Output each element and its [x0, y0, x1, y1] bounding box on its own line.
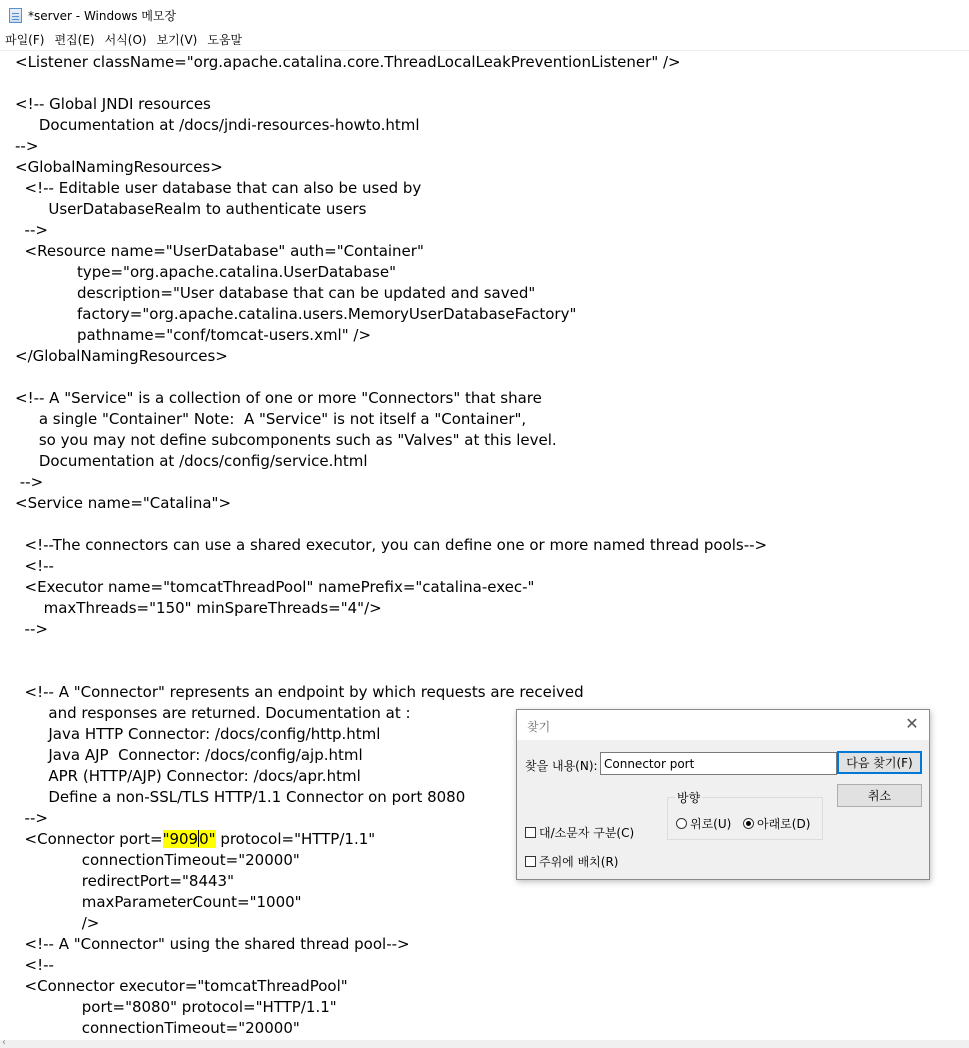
find-dialog-titlebar [517, 710, 929, 740]
menu-edit[interactable]: 편집(E) [54, 33, 95, 47]
code-line: <!-- Global JNDI resources [15, 95, 211, 113]
code-line: <Executor name="tomcatThreadPool" namePrefix="catalina-exec-" [15, 578, 535, 596]
find-dialog [516, 709, 930, 880]
code-line: Documentation at /docs/jndi-resources-howto.html [15, 116, 420, 134]
code-line: --> [15, 473, 44, 491]
code-line: <!-- Editable user database that can also be used by [15, 179, 422, 197]
direction-up-label: 위로(U) [690, 817, 732, 831]
code-line: APR (HTTP/AJP) Connector: /docs/apr.html [15, 767, 361, 785]
code-line: Define a non-SSL/TLS HTTP/1.1 Connector on port 8080 [15, 788, 466, 806]
menu-bar [0, 30, 969, 49]
menu-format[interactable]: 서식(O) [104, 33, 147, 47]
code-text: protocol="HTTP/1.1" [215, 830, 376, 848]
notepad-icon [9, 8, 22, 23]
code-text: <Connector port= [15, 830, 163, 848]
code-line: connectionTimeout="20000" [15, 1019, 300, 1037]
code-line: <!-- A "Service" is a collection of one or more "Connectors" that share [15, 389, 542, 407]
radio-off-icon [676, 818, 687, 829]
code-line: --> [15, 137, 39, 155]
find-dialog-title: 찾기 [527, 720, 551, 734]
code-line: <GlobalNamingResources> [15, 158, 223, 176]
code-line: redirectPort="8443" [15, 872, 234, 890]
code-line: pathname="conf/tomcat-users.xml" /> [15, 326, 372, 344]
direction-label: 방향 [677, 791, 701, 805]
checkbox-icon [525, 827, 536, 838]
menu-help[interactable]: 도움말 [207, 33, 243, 47]
code-line: description="User database that can be updated and saved" [15, 284, 536, 302]
code-line: <!-- A "Connector" represents an endpoint by which requests are received [15, 683, 584, 701]
find-what-label: 찾을 내용(N): [525, 759, 598, 773]
code-line: Java HTTP Connector: /docs/config/http.html [15, 725, 381, 743]
window-title: *server - Windows 메모장 [28, 8, 177, 23]
code-line-connector [15, 829, 375, 850]
code-line: Java AJP Connector: /docs/config/ajp.html [15, 746, 363, 764]
code-line: UserDatabaseRealm to authenticate users [15, 200, 367, 218]
code-line: --> [15, 620, 48, 638]
scroll-left-icon[interactable]: ‹ [2, 1037, 6, 1048]
find-what-input[interactable] [600, 752, 837, 775]
checkbox-icon [525, 856, 536, 867]
wrap-around-label: 주위에 배치(R) [539, 855, 619, 869]
code-line: <!-- A "Connector" using the shared thread pool--> [15, 935, 410, 953]
code-line: Documentation at /docs/config/service.html [15, 452, 368, 470]
code-line: <Service name="Catalina"> [15, 494, 232, 512]
code-line: and responses are returned. Documentation at : [15, 704, 411, 722]
find-next-button[interactable]: 다음 찾기(F) [837, 751, 922, 774]
code-line: <Listener className="org.apache.catalina.core.ThreadLocalLeakPreventionListener" /> [15, 53, 681, 71]
code-line: factory="org.apache.catalina.users.MemoryUserDatabaseFactory" [15, 305, 577, 323]
code-line: <Resource name="UserDatabase" auth="Container" [15, 242, 424, 260]
direction-down-label: 아래로(D) [757, 817, 811, 831]
code-line: <Connector executor="tomcatThreadPool" [15, 977, 348, 995]
radio-on-icon [743, 818, 754, 829]
code-line: maxThreads="150" minSpareThreads="4"/> [15, 599, 382, 617]
code-line: /> [15, 914, 100, 932]
title-bar [0, 0, 969, 30]
code-line: port="8080" protocol="HTTP/1.1" [15, 998, 337, 1016]
menu-file[interactable]: 파일(F) [5, 33, 45, 47]
code-line: <!-- [15, 557, 54, 575]
code-line: <!--The connectors can use a shared executor, you can define one or more named thread pools--> [15, 536, 768, 554]
code-line: connectionTimeout="20000" [15, 851, 300, 869]
direction-up-radio[interactable] [676, 815, 731, 832]
cancel-button[interactable]: 취소 [837, 784, 922, 807]
menu-view[interactable]: 보기(V) [156, 33, 198, 47]
search-highlight: "9090" [162, 830, 216, 848]
close-icon[interactable]: ✕ [905, 714, 919, 733]
direction-down-radio[interactable] [743, 815, 810, 832]
code-line: </GlobalNamingResources> [15, 347, 228, 365]
code-line: <!-- [15, 956, 54, 974]
code-line: --> [15, 809, 48, 827]
text-editor[interactable] [0, 50, 969, 1041]
wrap-around-checkbox[interactable] [525, 853, 618, 870]
match-case-checkbox[interactable] [525, 824, 634, 841]
match-case-label: 대/소문자 구분(C) [539, 826, 635, 840]
code-line: maxParameterCount="1000" [15, 893, 302, 911]
code-line: --> [15, 221, 48, 239]
horizontal-scrollbar[interactable] [0, 1037, 969, 1048]
code-line: so you may not define subcomponents such as "Valves" at this level. [15, 431, 557, 449]
code-line: type="org.apache.catalina.UserDatabase" [15, 263, 396, 281]
code-line: a single "Container" Note: A "Service" is not itself a "Container", [15, 410, 527, 428]
